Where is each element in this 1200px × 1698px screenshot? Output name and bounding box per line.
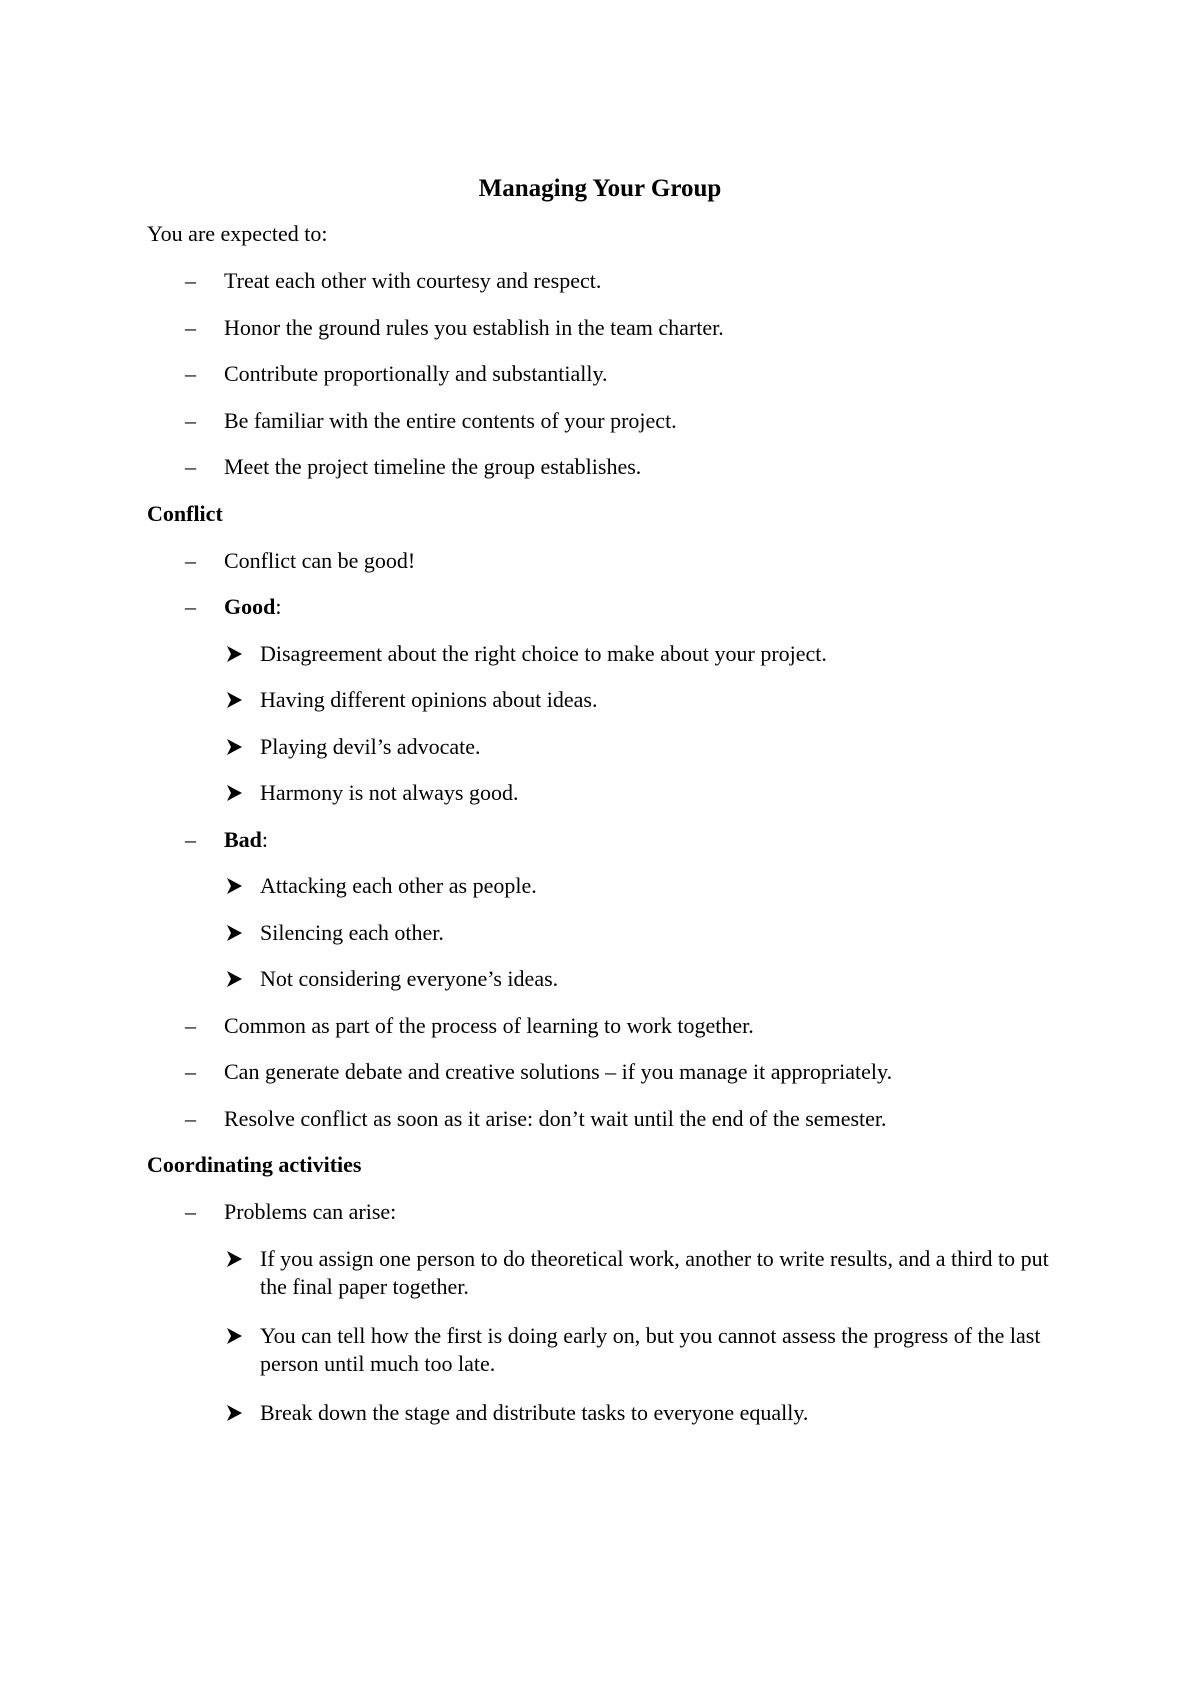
sub-list-item — [147, 686, 1067, 733]
dash-bullet: – — [185, 547, 196, 573]
list-item — [147, 1105, 1067, 1152]
sub-list-item — [147, 779, 1067, 826]
arrowhead-bullet-icon — [225, 645, 243, 663]
list-item — [147, 360, 1067, 407]
bad-suffix: : — [261, 826, 269, 852]
arrowhead-bullet-icon — [225, 1327, 243, 1345]
dash-bullet: – — [185, 1105, 196, 1131]
sub-list-item — [147, 1245, 1067, 1322]
sub-list-item-text: Disagreement about the right choice to make about your project. — [260, 640, 827, 666]
list-item-good — [147, 593, 1067, 640]
conflict-list — [147, 547, 1067, 1152]
dash-bullet: – — [185, 407, 196, 433]
conflict-heading: Conflict — [147, 500, 223, 526]
good-suffix: : — [275, 594, 282, 619]
sub-list-item-text: You can tell how the first is doing early on, but you cannot assess the progress of the last person until much too late. — [260, 1322, 1041, 1376]
list-item-text: Can generate debate and creative solutions – if you manage it appropriately. — [224, 1059, 893, 1084]
dash-bullet: – — [185, 826, 196, 852]
dash-bullet: – — [185, 1012, 196, 1038]
sub-list-item-text: Break down the stage and distribute tasks to everyone equally. — [260, 1399, 809, 1425]
arrowhead-bullet-icon — [225, 691, 243, 709]
sub-list-item — [147, 1399, 1067, 1446]
arrowhead-bullet-icon — [225, 1250, 243, 1268]
list-item — [147, 547, 1067, 594]
sub-list-item — [147, 640, 1067, 687]
sub-list-item-text: Having different opinions about ideas. — [260, 687, 598, 712]
intro-text: You are expected to: — [147, 221, 328, 246]
bad-label: Bad — [224, 826, 262, 852]
sub-list-item — [147, 1322, 1067, 1399]
document-body — [147, 220, 1067, 1445]
list-item — [147, 1058, 1067, 1105]
dash-bullet: – — [185, 594, 196, 619]
coordinating-heading: Coordinating activities — [147, 1152, 362, 1177]
good-label: Good — [224, 594, 276, 619]
list-item — [147, 267, 1067, 314]
dash-bullet: – — [185, 454, 196, 479]
sub-list-item — [147, 919, 1067, 966]
list-item — [147, 407, 1067, 454]
list-item — [147, 314, 1067, 361]
sub-list-item-text: Not considering everyone’s ideas. — [260, 966, 559, 991]
dash-bullet: – — [185, 1059, 196, 1084]
sub-list-item — [147, 733, 1067, 780]
list-item — [147, 1198, 1067, 1245]
list-item-text: Meet the project timeline the group establishes. — [224, 454, 642, 479]
dash-bullet: – — [185, 268, 196, 293]
list-item-text: Be familiar with the entire contents of your project. — [224, 407, 677, 433]
sub-list-item-text: Silencing each other. — [260, 919, 444, 945]
dash-bullet: – — [185, 1199, 196, 1224]
arrowhead-bullet-icon — [225, 877, 243, 895]
arrowhead-bullet-icon — [225, 738, 243, 756]
arrowhead-bullet-icon — [225, 970, 243, 988]
list-item-text: Contribute proportionally and substantially. — [224, 361, 608, 386]
sub-list-item — [147, 872, 1067, 919]
list-item-text: Common as part of the process of learning to work together. — [224, 1012, 754, 1038]
dash-bullet: – — [185, 314, 196, 340]
list-item-text: Honor the ground rules you establish in the team charter. — [224, 314, 724, 340]
list-item — [147, 453, 1067, 500]
arrowhead-bullet-icon — [225, 1404, 243, 1422]
list-item — [147, 1012, 1067, 1059]
sub-list-item-text: Harmony is not always good. — [260, 780, 519, 805]
list-item-text: Treat each other with courtesy and respect. — [224, 268, 602, 293]
sub-list-item-text: Attacking each other as people. — [260, 873, 537, 898]
page-title: Managing Your Group — [478, 175, 722, 202]
list-item-text: Resolve conflict as soon as it arise: don’t wait until the end of the semester. — [224, 1105, 887, 1131]
arrowhead-bullet-icon — [225, 784, 243, 802]
sub-list-item — [147, 965, 1067, 1012]
list-item-bad — [147, 826, 1067, 873]
sub-list-item-text: Playing devil’s advocate. — [260, 733, 481, 759]
expectations-list — [147, 267, 1067, 500]
sub-list-item-text: If you assign one person to do theoretical work, another to write results, and a third to put the final paper together. — [260, 1245, 1049, 1299]
dash-bullet: – — [185, 361, 196, 386]
arrowhead-bullet-icon — [225, 924, 243, 942]
list-item-text: Problems can arise: — [224, 1199, 397, 1224]
list-item-text: Conflict can be good! — [224, 547, 416, 573]
coordinating-list — [147, 1198, 1067, 1445]
